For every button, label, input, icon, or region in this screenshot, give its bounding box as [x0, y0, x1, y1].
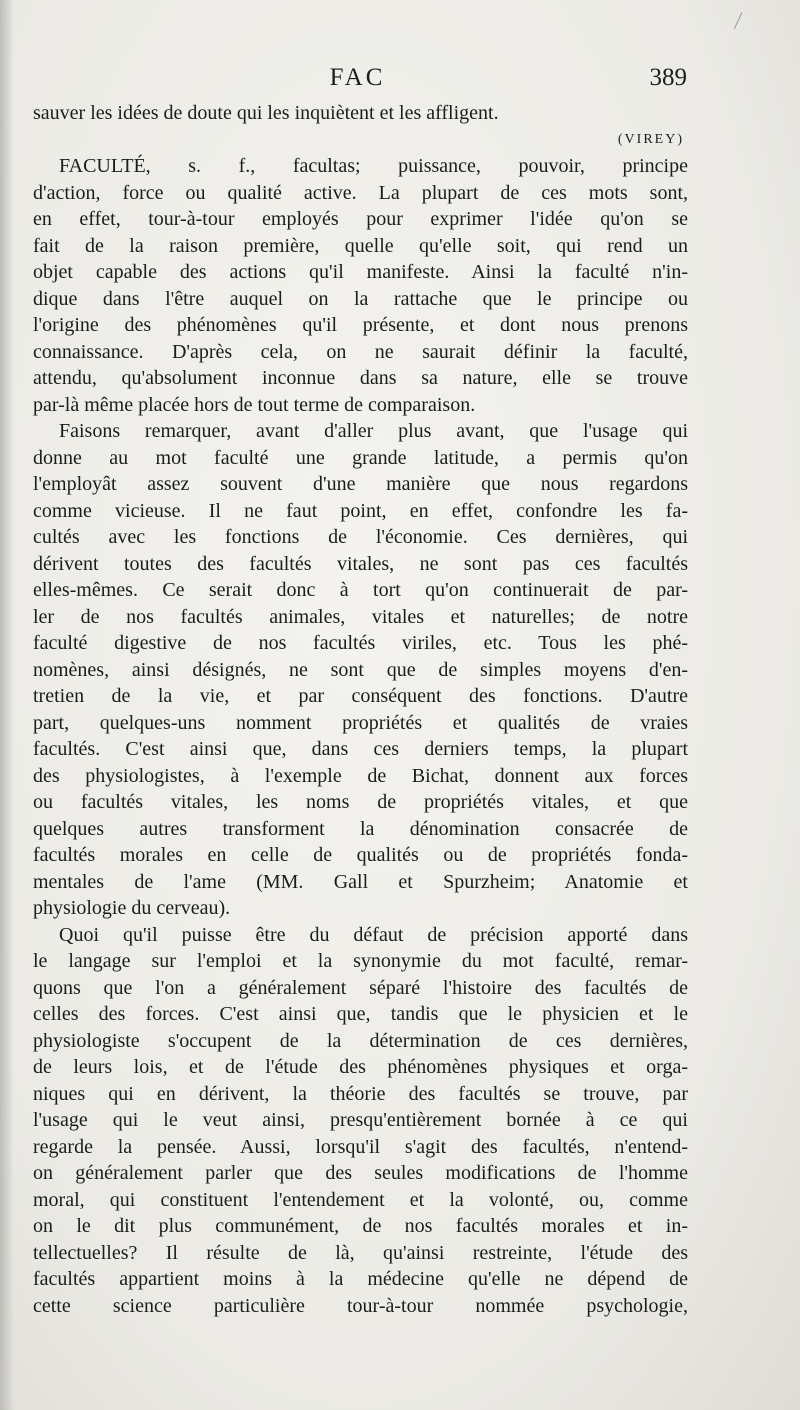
body-text: [33, 100, 688, 1319]
text-line: l'employât assez souvent d'une manière que nous regardons: [33, 473, 688, 495]
text-line: l'usage qui le veut ainsi, presqu'entièrement bornée à ce qui: [33, 1109, 688, 1131]
page-number: 389: [649, 64, 687, 91]
text-line: dérivent toutes des facultés vitales, ne sont pas ces facultés: [33, 552, 688, 575]
text-line: moral, qui constituent l'entendement et la volonté, ou, comme: [33, 1188, 688, 1211]
page-edge-mark: [727, 9, 743, 29]
text-line: on le dit plus communément, de nos facultés morales et in-: [33, 1215, 688, 1237]
text-line: connaissance. D'après cela, on ne saurait définir la faculté,: [33, 340, 688, 363]
text-line: sauver les idées de doute qui les inquiètent et les affligent.: [33, 102, 499, 124]
text-line: quons que l'on a généralement séparé l'histoire des facultés de: [33, 976, 688, 999]
text-line: d'action, force ou qualité active. La plupart de ces mots sont,: [33, 181, 688, 204]
text-line: ou facultés vitales, les noms de propriétés vitales, et que: [33, 791, 688, 813]
text-line: ler de nos facultés animales, vitales et naturelles; de notre: [33, 605, 688, 628]
text-line: physiologiste s'occupent de la détermination de ces dernières,: [33, 1029, 688, 1052]
page-header: [30, 64, 685, 98]
text-line: comme vicieuse. Il ne faut point, en effet, confondre les fa-: [33, 499, 688, 522]
text-line: cultés avec les fonctions de l'économie. Ces dernières, qui: [33, 526, 688, 548]
running-head: FAC: [329, 64, 386, 91]
text-line: faculté digestive de nos facultés viriles, etc. Tous les phé-: [33, 632, 688, 654]
text-line: fait de la raison première, quelle qu'elle soit, qui rend un: [33, 234, 688, 257]
text-line: facultés. C'est ainsi que, dans ces derniers temps, la plupart: [33, 738, 688, 760]
text-line: objet capable des actions qu'il manifeste. Ainsi la faculté n'in-: [33, 261, 688, 283]
text-line: nomènes, ainsi désignés, ne sont que de simples moyens d'en-: [33, 658, 688, 681]
text-line: dique dans l'être auquel on la rattache que le principe ou: [33, 287, 688, 310]
text-line: FACULTÉ, s. f., facultas; puissance, pouvoir, principe: [59, 155, 688, 177]
text-line: cette science particulière tour-à-tour nommée psychologie,: [33, 1294, 688, 1317]
text-line: (VIREY): [617, 131, 684, 147]
text-line: tretien de la vie, et par conséquent des fonctions. D'autre: [33, 685, 688, 707]
text-line: en effet, tour-à-tour employés pour exprimer l'idée qu'on se: [33, 208, 688, 230]
text-line: le langage sur l'emploi et la synonymie du mot faculté, remar-: [33, 950, 688, 972]
text-line: part, quelques-uns nomment propriétés et qualités de vraies: [33, 711, 688, 734]
text-line: Faisons remarquer, avant d'aller plus avant, que l'usage qui: [59, 420, 688, 442]
text-line: on généralement parler que des seules modifications de l'homme: [33, 1162, 688, 1184]
text-line: de leurs lois, et de l'étude des phénomènes physiques et orga-: [33, 1056, 688, 1078]
text-line: tellectuelles? Il résulte de là, qu'ainsi restreinte, l'étude des: [33, 1241, 688, 1264]
page-gutter-shadow: [0, 0, 14, 1410]
text-line: facultés morales en celle de qualités ou de propriétés fonda-: [33, 844, 688, 866]
text-line: mentales de l'ame (MM. Gall et Spurzheim; Anatomie et: [33, 870, 688, 893]
text-line: des physiologistes, à l'exemple de Bichat, donnent aux forces: [33, 764, 688, 787]
text-line: quelques autres transforment la dénomination consacrée de: [33, 817, 688, 840]
text-line: celles des forces. C'est ainsi que, tandis que le physicien et le: [33, 1003, 688, 1025]
text-line: regarde la pensée. Aussi, lorsqu'il s'agit des facultés, n'entend-: [33, 1135, 688, 1158]
text-line: physiologie du cerveau).: [33, 897, 231, 919]
text-line: niques qui en dérivent, la théorie des facultés se trouve, par: [33, 1082, 688, 1105]
text-line: attendu, qu'absolument inconnue dans sa nature, elle se trouve: [33, 367, 688, 389]
text-line: Quoi qu'il puisse être du défaut de précision apporté dans: [59, 923, 688, 946]
text-line: elles-mêmes. Ce serait donc à tort qu'on continuerait de par-: [33, 579, 688, 601]
text-line: par-là même placée hors de tout terme de comparaison.: [33, 393, 476, 416]
text-line: l'origine des phénomènes qu'il présente, et dont nous prenons: [33, 314, 688, 336]
text-line: donne au mot faculté une grande latitude, a permis qu'on: [33, 446, 688, 469]
text-line: facultés appartient moins à la médecine qu'elle ne dépend de: [33, 1268, 688, 1290]
